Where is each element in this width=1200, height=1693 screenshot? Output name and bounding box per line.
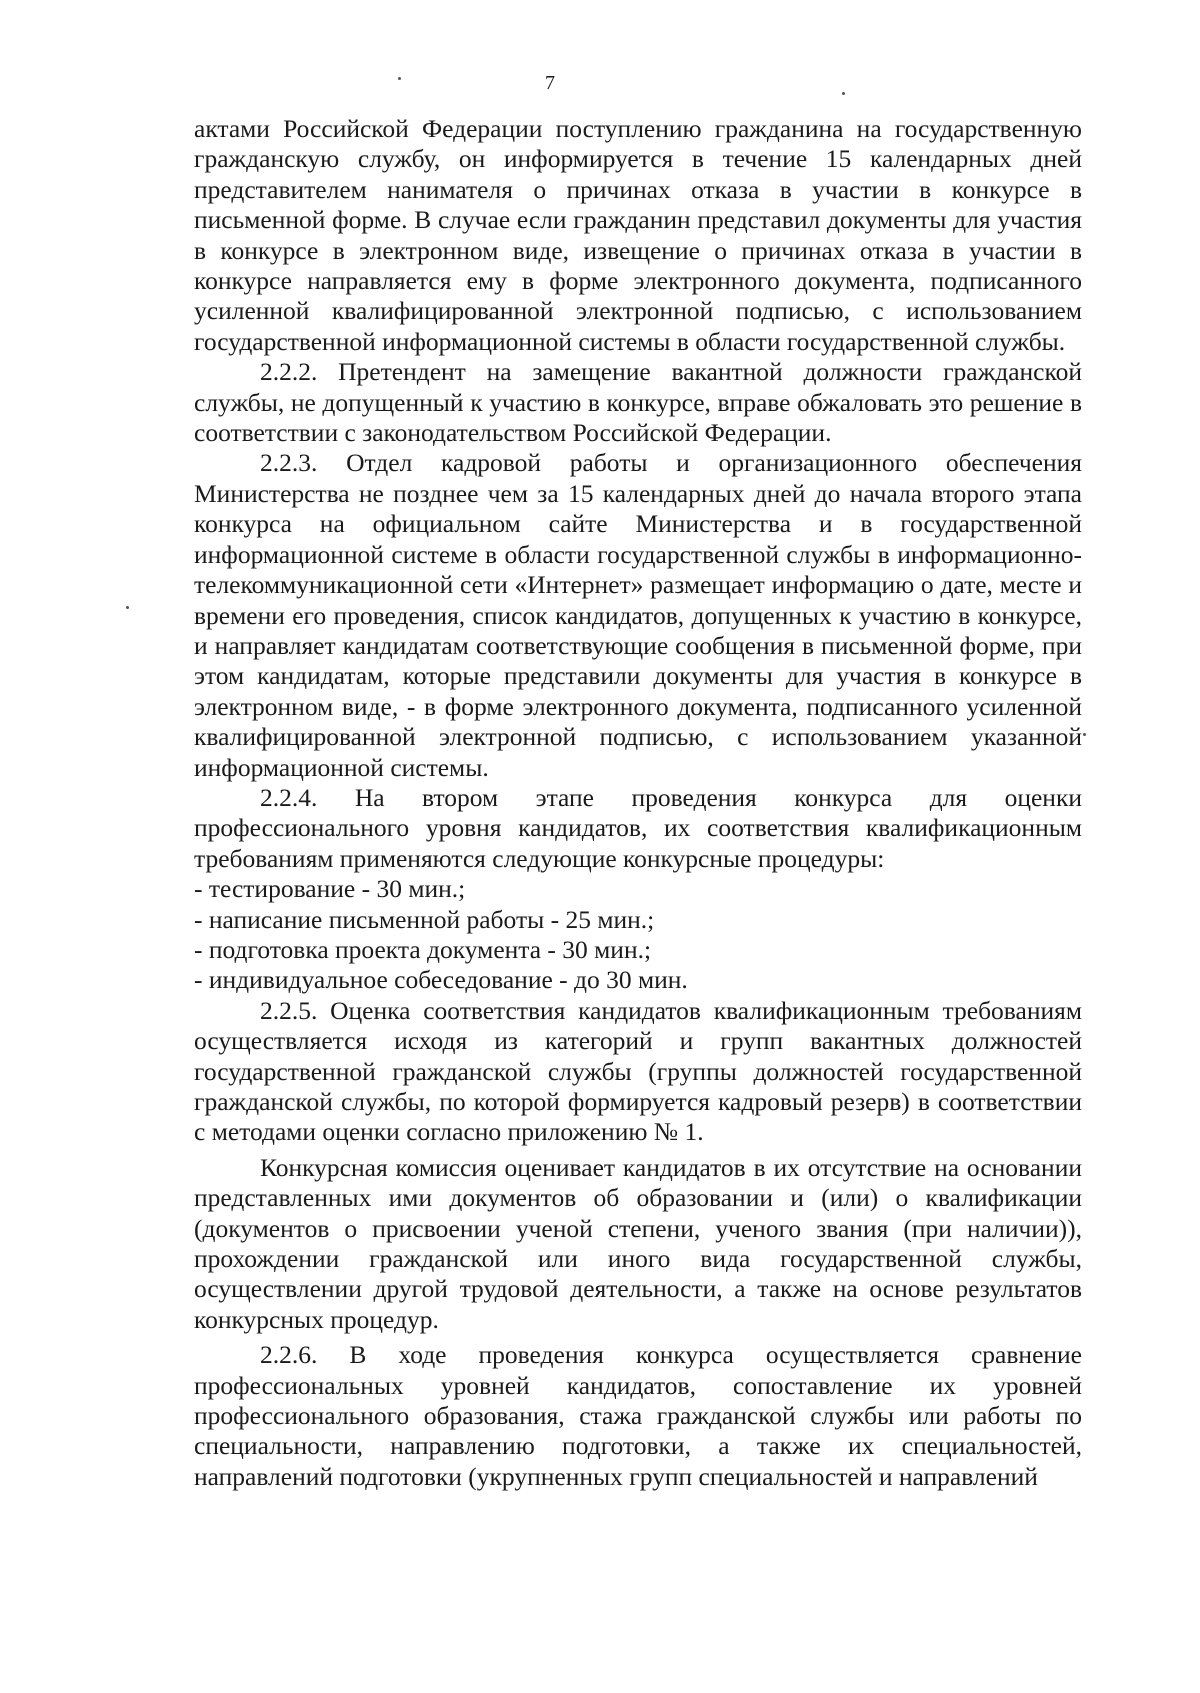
paragraph-commission: Конкурсная комиссия оценивает кандидатов в их отсутствие на основании представленных ими документов об образовании и (или) о квалификации (документов о присвоении ученой степени, ученого звания (при наличии)), прохождении гражданской или иного вида государственной службы, осуществлении другой трудовой деятельности, а также на основе результатов конкурсных процедур. [194,1152,1082,1334]
scan-speck [1083,733,1086,736]
page-number: 7 [545,72,555,94]
paragraph-2-2-2: 2.2.2. Претендент на замещение вакантной должности гражданской службы, не допущенный к участию в конкурсе, вправе обжаловать это решение в соответствии с законодательством Российской Федерации. [194,357,1082,448]
paragraph-2-2-4: 2.2.4. На втором этапе проведения конкурса для оценки профессионального уровня кандидатов, их соответствия квалификационным требованиям применяются следующие конкурсные процедуры: [194,782,1082,873]
paragraph-2-2-5: 2.2.5. Оценка соответствия кандидатов квалификационным требованиям осуществляется исходя из категорий и групп вакантных должностей государственной гражданской службы (группы должностей государственной гражданской службы, по которой формируется кадровый резерв) в соответствии с методами оценки согласно приложению № 1. [194,995,1082,1147]
scan-speck [126,606,129,609]
procedure-item: - подготовка проекта документа - 30 мин.; [194,934,652,964]
procedure-item: - тестирование - 30 мин.; [194,874,466,904]
scan-speck [398,77,401,80]
document-body [194,114,1082,1492]
scan-speck [842,92,845,95]
paragraph-continuation: актами Российской Федерации поступлению гражданина на государственную гражданскую службу, он информируется в течение 15 календарных дней представителем нанимателя о причинах отказа в участии в конкурсе в письменной форме. В случае если гражданин представил документы для участия в конкурсе в электронном виде, извещение о причинах отказа в участии в конкурсе направляется ему в форме электронного документа, подписанного усиленной квалифицированной электронной подписью, с использованием государственной информационной системы в области государственной службы. [194,114,1082,356]
procedure-item: - индивидуальное собеседование - до 30 мин. [194,965,688,995]
paragraph-2-2-3: 2.2.3. Отдел кадровой работы и организационного обеспечения Министерства не позднее чем за 15 календарных дней до начала второго этапа конкурса на официальном сайте Министерства и в государственной информационной системе в области государственной службы в информационно-телекоммуникационной сети «Интернет» размещает информацию о дате, месте и времени его проведения, список кандидатов, допущенных к участию в конкурсе, и направляет кандидатам соответствующие сообщения в письменной форме, при этом кандидатам, которые представили документы для участия в конкурсе в электронном виде, - в форме электронного документа, подписанного усиленной квалифицированной электронной подписью, с использованием указанной информационной системы. [194,448,1082,782]
paragraph-2-2-6: 2.2.6. В ходе проведения конкурса осуществляется сравнение профессиональных уровней кандидатов, сопоставление их уровней профессионального образования, стажа гражданской службы или работы по специальности, направлению подготовки, а также их специальностей, направлений подготовки (укрупненных групп специальностей и направлений [194,1340,1082,1491]
procedure-item: - написание письменной работы - 25 мин.; [194,904,655,934]
